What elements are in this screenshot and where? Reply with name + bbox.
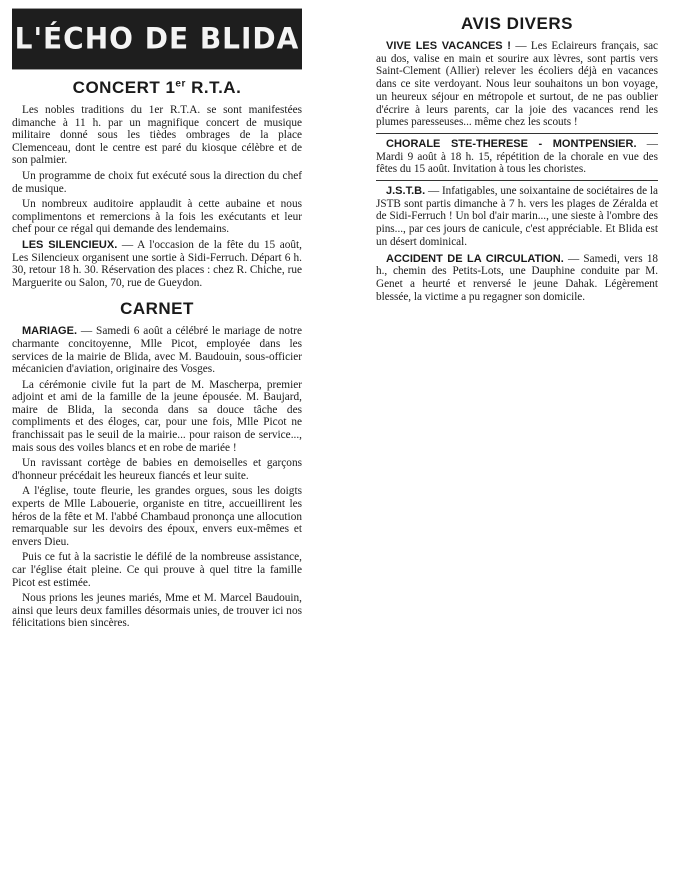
right-column [376,10,658,307]
mariage-paragraph-3: Un ravissant cortège de babies en demoiselles et garçons d'honneur précédait les heureux fiancés et leur suite. [12,457,302,482]
silencieux-paragraph: LES SILENCIEUX. — A l'occasion de la fête du 15 août, Les Silencieux organisent une sortie à Sidi-Ferruch. Départ 6 h. 30, retour 18 h. 30. Réservation des places : chez R. Chiche, rue Marguerite ou Salon, 70, rue de Gueydon. [12,238,302,289]
divider [376,180,658,181]
concert-paragraph-1: Les nobles traditions du 1er R.T.A. se sont manifestées dimanche à 11 h. par un magnifique concert de musique militaire donné sous les tièdes ombrages de la place Clemenceau, dont le centre est paré du kiosque célèbre et de son palmier. [12,104,302,167]
mariage-paragraph-2: La cérémonie civile fut la part de M. Mascherpa, premier adjoint et ami de la famille de la jeune épousée. M. Baujard, maire de Blida, la seconda dans sa douce tâche des compliments et des éloges, car, pour une fois, Mlle Picot ne franchissait pas le seuil de la mairie... pour raison de service..., mais sous des voiles blancs et en robe de mariée ! [12,378,302,454]
vacances-paragraph: VIVE LES VACANCES ! — Les Eclaireurs français, sac au dos, valise en main et sourire aux lèvres, sont partis vers Saint-Clement (Allier) relever les écoliers déjà en vacances dans ce site verdoyant. Nous leur souhaitons un bon voyage, un heureux séjour en métropole et surtout, de ne pas oublier d'écrire à leurs parents, car la joie des vacances rend les plumes paresseuses... même chez les scouts ! [376,40,658,129]
accident-paragraph: ACCIDENT DE LA CIRCULATION. — Samedi, vers 18 h., chemin des Petits-Lots, une Dauphine conduite par M. Genet a heurté et renversé le jeune Dahak. Légèrement blessée, la victime a pu regagner son domicile. [376,252,659,303]
divider [376,133,658,134]
masthead-logo: L'ÉCHO DE BLIDA [12,9,302,70]
mariage-paragraph-6: Nous prions les jeunes mariés, Mme et M. Marcel Baudouin, ainsi que leurs deux familles désormais unies, de trouver ici nos félicitations bien sincères. [12,592,302,630]
concert-paragraph-3: Un nombreux auditoire applaudit à cette aubaine et nous complimentons et remercions à la fois les exécutants et leur chef pour ce régal qui demande des lendemains. [12,198,302,236]
jstb-paragraph: J.S.T.B. — Infatigables, une soixantaine de sociétaires de la JSTB sont partis dimanche à 7 h. vers les plages de Zéralda et de Sidi-Ferruch ! Un bol d'air marin..., une sieste à l'ombre des pins..., par ces jours de canicule, c'est appréciable. Et Blida est un désert dominical. [376,185,658,248]
concert-paragraph-2: Un programme de choix fut exécuté sous la direction du chef de musique. [12,169,302,195]
concert-heading: CONCERT 1er R.T.A. [72,78,242,97]
mariage-paragraph-5: Puis ce fut à la sacristie le défilé de la nombreuse assistance, car l'église était pleine. Ce qui prouve à quel titre la famille Picot est estimée. [12,551,302,589]
mariage-paragraph-1: MARIAGE. — Samedi 6 août a célébré le mariage de notre charmante concitoyenne, Mlle Picot, employée dans les services de la mairie de Blida, avec M. Baudouin, sous-officier mécanicien d'aviation, originaire des Vosges. [12,325,302,376]
avis-heading: AVIS DIVERS [461,14,573,33]
chorale-paragraph: CHORALE STE-THERESE - MONTPENSIER. — Mardi 9 août à 18 h. 15, répétition de la chorale en vue des fêtes du 15 août. Invitation à tous les choristes. [376,137,658,176]
mariage-paragraph-4: A l'église, toute fleurie, les grandes orgues, sous les doigts experts de Mlle Labouerie, organiste en titre, accueillirent les héros de la fête et M. l'abbé Chambaud prononça une allocution remarquable sur les devoirs des époux, envers eux-mêmes et envers Dieu. [12,485,302,548]
carnet-heading: CARNET [120,299,194,319]
left-column [12,10,302,633]
